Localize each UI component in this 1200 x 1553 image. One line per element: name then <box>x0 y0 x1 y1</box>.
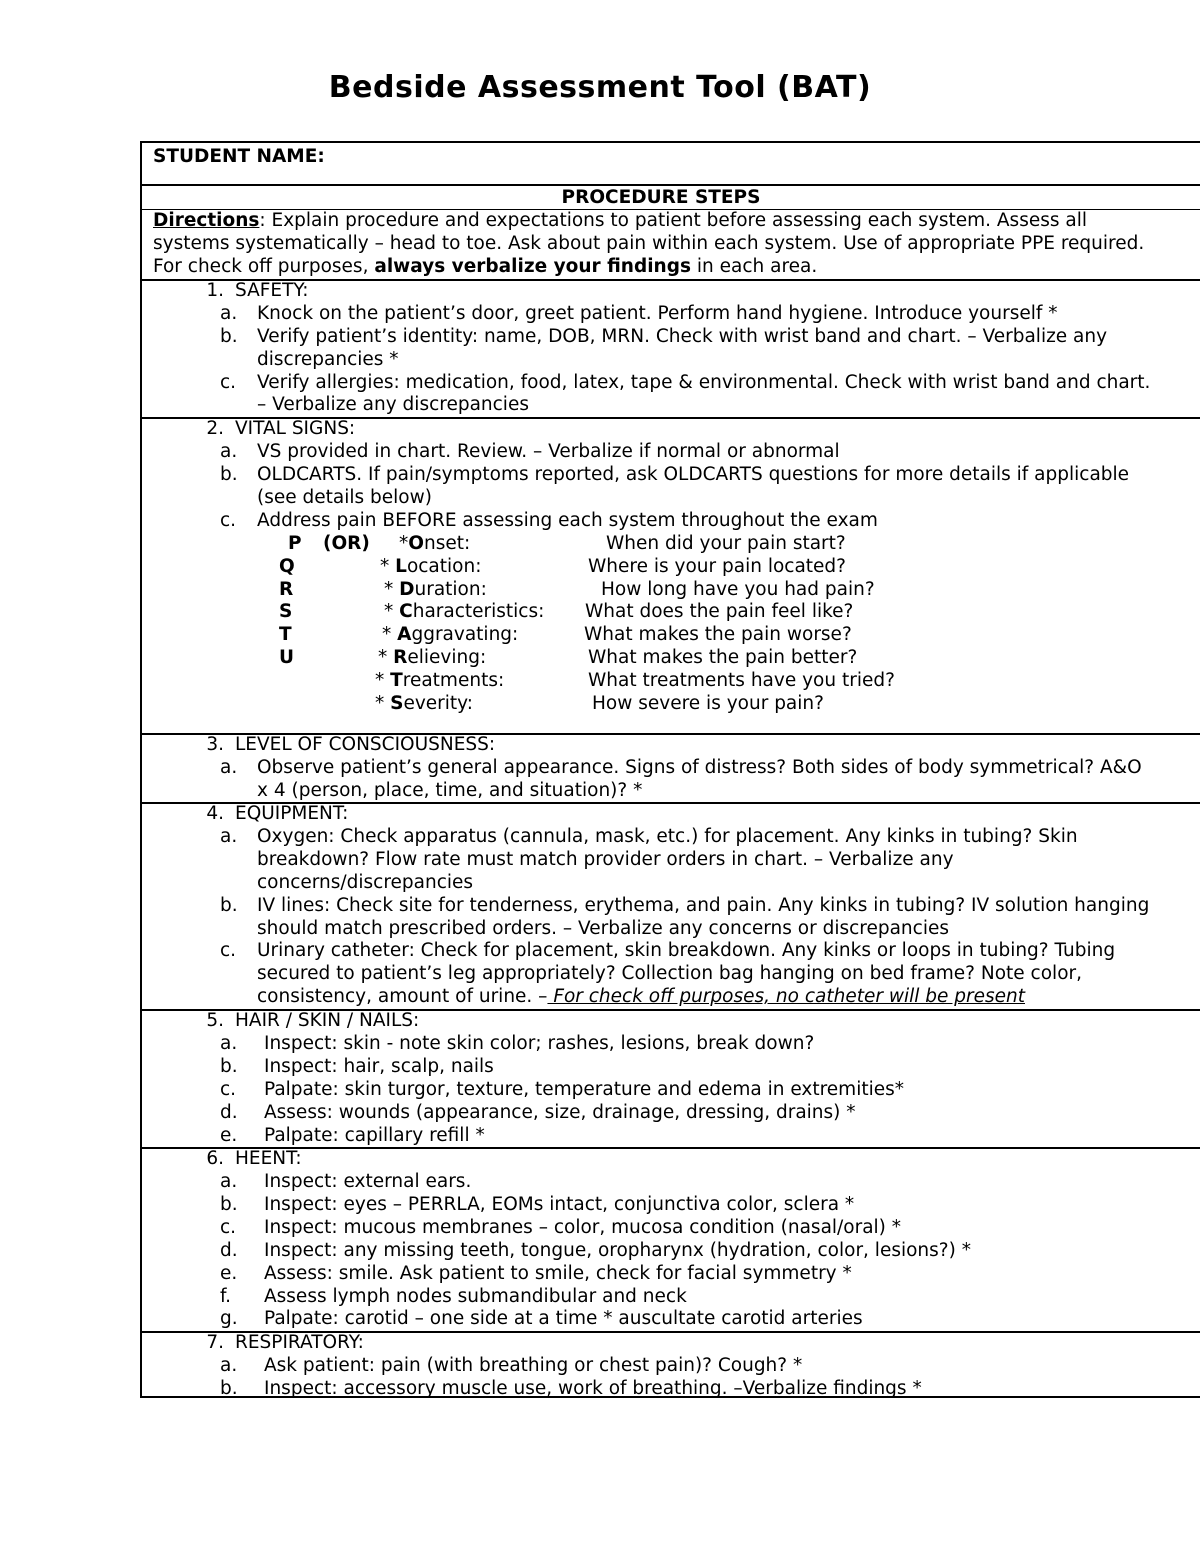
mnemonic-term <box>380 556 481 579</box>
section-title: VITAL SIGNS: <box>235 418 356 439</box>
item-letter: b. <box>220 1193 238 1215</box>
directions-label: Directions <box>153 210 260 231</box>
directions-line-3 <box>153 256 817 279</box>
item-text: Verify allergies: medication, food, latex, tape & environmental. Check with wrist band and chart. <box>257 372 1151 393</box>
section-title: RESPIRATORY: <box>235 1332 364 1353</box>
item-text: VS provided in chart. Review. – Verbalize if normal or abnormal <box>257 441 840 462</box>
list-item <box>220 1125 485 1148</box>
list-item <box>220 1378 922 1401</box>
directions-line-2: systems systematically – head to toe. Ask about pain within each system. Use of appropriate PPE required. <box>153 233 1145 254</box>
mnemonic-term <box>382 624 518 647</box>
list-item: b. IV lines: Check site for tenderness, erythema, and pain. Any kinks in tubing? IV solution hanging <box>220 895 1150 916</box>
list-item-continued: x 4 (person, place, time, and situation)? * <box>257 780 643 801</box>
list-item <box>220 1102 856 1125</box>
item-text: Observe patient’s general appearance. Signs of distress? Both sides of body symmetrical? A&O <box>257 757 1142 778</box>
item-text: Inspect: any missing teeth, tongue, oropharynx (hydration, color, lesions?) * <box>264 1239 971 1261</box>
mnemonic-letter: T <box>279 624 292 646</box>
mnemonic-key: S <box>390 692 404 714</box>
mnemonic-star: * <box>384 578 400 600</box>
list-item <box>220 1079 904 1102</box>
list-item: a. Knock on the patient’s door, greet patient. Perform hand hygiene. Introduce yourself * <box>220 303 1058 324</box>
list-item-continued: discrepancies * <box>257 349 399 370</box>
item-text: Inspect: accessory muscle use, work of breathing. –Verbalize findings * <box>264 1377 922 1399</box>
item-text: Oxygen: Check apparatus (cannula, mask, etc.) for placement. Any kinks in tubing? Skin <box>257 826 1078 847</box>
list-item: b. OLDCARTS. If pain/symptoms reported, ask OLDCARTS questions for more details if applicable <box>220 464 1130 485</box>
section-number: 3. <box>206 734 224 755</box>
item-letter: d. <box>220 1101 238 1123</box>
item-text: Palpate: capillary refill * <box>264 1124 485 1146</box>
item-text: Knock on the patient’s door, greet patient. Perform hand hygiene. Introduce yourself * <box>257 303 1058 324</box>
item-letter: g. <box>220 1308 238 1330</box>
item-text: Palpate: skin turgor, texture, temperature and edema in extremities* <box>264 1078 905 1100</box>
mnemonic-letter: U <box>279 647 295 668</box>
section-safety-title <box>189 280 308 303</box>
mnemonic-rest: nset: <box>423 533 471 554</box>
list-item <box>220 1171 471 1194</box>
list-item-continued: concerns/discrepancies <box>257 872 474 893</box>
section-vitals-title <box>189 418 355 441</box>
directions-text-3b: in each area. <box>690 256 818 277</box>
section-title: HEENT: <box>235 1148 302 1169</box>
list-item-continued: (see details below) <box>257 487 432 508</box>
student-name-label: STUDENT NAME: <box>153 146 325 167</box>
list-item-continued <box>257 986 1025 1009</box>
section-title: SAFETY: <box>235 280 309 301</box>
item-text: Urinary catheter: Check for placement, skin breakdown. Any kinks or loops in tubing? Tubing <box>257 940 1116 961</box>
list-item <box>220 1355 802 1378</box>
list-item: c. Address pain BEFORE assessing each system throughout the exam <box>220 510 878 531</box>
section-title: LEVEL OF CONSCIOUSNESS: <box>235 734 496 755</box>
mnemonic-star: * <box>380 555 396 577</box>
mnemonic-letter: S <box>279 601 293 623</box>
list-item: c. Verify allergies: medication, food, latex, tape & environmental. Check with wrist band and chart. <box>220 372 1151 393</box>
item-letter: b. <box>220 1055 238 1077</box>
mnemonic-term <box>375 670 504 693</box>
item-text: Palpate: carotid – one side at a time * auscultate carotid arteries <box>264 1308 863 1330</box>
mnemonic-rest: uration: <box>414 578 487 600</box>
mnemonic-question: What treatments have you tried? <box>588 669 895 691</box>
mnemonic-or: (OR) <box>323 533 370 554</box>
item-text: Assess: smile. Ask patient to smile, check for facial symmetry * <box>264 1262 852 1284</box>
item-letter: a. <box>220 1171 238 1192</box>
section-heent-title <box>189 1148 302 1171</box>
section-number: 4. <box>206 803 224 824</box>
item-letter: b. <box>220 1377 238 1399</box>
directions-text-3a: For check off purposes, <box>153 256 375 277</box>
list-item <box>220 1194 854 1217</box>
mnemonic-question: When did your pain start? <box>606 533 846 554</box>
list-item-continued: breakdown? Flow rate must match provider orders in chart. – Verbalize any <box>257 849 954 870</box>
mnemonic-rest: ggravating: <box>411 624 519 646</box>
mnemonic-key: D <box>399 578 415 600</box>
mnemonic-question: How severe is your pain? <box>592 692 824 714</box>
list-item <box>220 1263 852 1286</box>
item-text: Inspect: hair, scalp, nails <box>264 1055 494 1077</box>
list-item-continued: – Verbalize any discrepancies <box>257 394 529 415</box>
mnemonic-question: What does the pain feel like? <box>585 601 854 623</box>
list-item <box>220 1217 901 1240</box>
mnemonic-term <box>399 533 470 556</box>
procedure-steps-header: PROCEDURE STEPS <box>561 187 761 208</box>
mnemonic-term <box>378 647 486 670</box>
mnemonic-rest: everity: <box>403 692 474 714</box>
row-divider <box>142 184 1200 186</box>
list-item: c. Urinary catheter: Check for placement, skin breakdown. Any kinks or loops in tubing? Tubing <box>220 940 1116 961</box>
mnemonic-star: * <box>375 692 391 714</box>
list-item <box>220 1033 814 1056</box>
mnemonic-star: * <box>378 647 394 668</box>
mnemonic-key: A <box>397 624 412 646</box>
mnemonic-key: L <box>395 555 407 577</box>
item-text: Inspect: eyes – PERRLA, EOMs intact, conjunctiva color, sclera * <box>264 1193 855 1215</box>
list-item: a. Observe patient’s general appearance. Signs of distress? Both sides of body symmetrical? A&O <box>220 757 1142 778</box>
mnemonic-term <box>375 693 473 716</box>
mnemonic-letter: Q <box>279 555 295 577</box>
item-text: Verify patient’s identity: name, DOB, MRN. Check with wrist band and chart. – Verbalize any <box>257 326 1108 347</box>
list-item: b. Verify patient’s identity: name, DOB, MRN. Check with wrist band and chart. – Verbalize any <box>220 326 1108 347</box>
item-text: Assess: wounds (appearance, size, drainage, dressing, drains) * <box>264 1101 856 1123</box>
mnemonic-question: Where is your pain located? <box>588 555 846 577</box>
directions-emphasis: always verbalize your findings <box>374 256 691 277</box>
catheter-note: For check off purposes, no catheter will be present <box>547 986 1025 1007</box>
mnemonic-star: * <box>382 624 398 646</box>
directions-text-1: : Explain procedure and expectations to patient before assessing each system. Assess all <box>259 210 1087 231</box>
mnemonic-rest: elieving: <box>407 647 487 668</box>
mnemonic-key: T <box>390 669 403 691</box>
mnemonic-letter: R <box>279 578 294 600</box>
item-text: consistency, amount of urine. – <box>257 986 548 1007</box>
item-text: Address pain BEFORE assessing each system throughout the exam <box>257 510 878 531</box>
section-title: EQUIPMENT: <box>235 803 349 824</box>
mnemonic-rest: reatments: <box>402 669 505 691</box>
list-item <box>220 1056 494 1079</box>
mnemonic-rest: ocation: <box>406 555 482 577</box>
item-text: Assess lymph nodes submandibular and neck <box>264 1285 687 1307</box>
item-text: Inspect: mucous membranes – color, mucosa condition (nasal/oral) * <box>264 1216 902 1238</box>
item-letter: d. <box>220 1239 238 1261</box>
list-item: a. Oxygen: Check apparatus (cannula, mask, etc.) for placement. Any kinks in tubing? Skin <box>220 826 1078 847</box>
section-number: 5. <box>206 1010 224 1031</box>
item-letter: e. <box>220 1124 238 1146</box>
section-title: HAIR / SKIN / NAILS: <box>235 1010 420 1031</box>
item-letter: f. <box>220 1285 232 1307</box>
list-item-continued: secured to patient’s leg appropriately? Collection bag hanging on bed frame? Note color, <box>257 963 1082 984</box>
mnemonic-question: How long have you had pain? <box>601 578 875 600</box>
section-number: 2. <box>206 418 224 439</box>
directions-line-1 <box>153 210 1087 233</box>
list-item <box>220 1308 863 1331</box>
mnemonic-question: What makes the pain better? <box>588 647 858 668</box>
list-item <box>220 1240 971 1263</box>
mnemonic-star: * <box>375 669 391 691</box>
item-letter: c. <box>220 1216 237 1238</box>
mnemonic-star: * <box>384 601 400 623</box>
item-text: Inspect: skin - note skin color; rashes, lesions, break down? <box>264 1033 815 1054</box>
item-letter: a. <box>220 1355 238 1376</box>
page-title: Bedside Assessment Tool (BAT) <box>328 70 872 105</box>
item-letter: a. <box>220 1033 238 1054</box>
section-loc-title <box>189 734 495 757</box>
section-resp-title <box>189 1332 364 1355</box>
assessment-table <box>140 141 1200 1398</box>
section-number: 7. <box>206 1332 224 1353</box>
item-letter: c. <box>220 1078 237 1100</box>
mnemonic-key: C <box>399 601 413 623</box>
item-letter: e. <box>220 1262 238 1284</box>
item-text: Ask patient: pain (with breathing or chest pain)? Cough? * <box>264 1355 803 1376</box>
mnemonic-letter: P <box>288 533 302 554</box>
item-text: Inspect: external ears. <box>264 1171 472 1192</box>
section-equipment-title <box>189 803 348 826</box>
item-text: IV lines: Check site for tenderness, erythema, and pain. Any kinks in tubing? IV solution hanging <box>257 895 1150 916</box>
mnemonic-key: R <box>393 647 408 668</box>
mnemonic-term <box>384 579 487 602</box>
section-number: 1. <box>206 280 224 301</box>
mnemonic-term <box>384 601 544 624</box>
list-item <box>220 1286 687 1309</box>
item-text: OLDCARTS. If pain/symptoms reported, ask OLDCARTS questions for more details if applicable <box>257 464 1130 485</box>
list-item: a. VS provided in chart. Review. – Verbalize if normal or abnormal <box>220 441 840 462</box>
list-item-continued: should match prescribed orders. – Verbalize any concerns or discrepancies <box>257 918 949 939</box>
section-number: 6. <box>206 1148 224 1169</box>
mnemonic-star: * <box>399 533 409 554</box>
mnemonic-question: What makes the pain worse? <box>584 624 852 646</box>
section-hair-title <box>189 1010 419 1033</box>
mnemonic-rest: haracteristics: <box>412 601 545 623</box>
mnemonic-key: O <box>408 533 424 554</box>
